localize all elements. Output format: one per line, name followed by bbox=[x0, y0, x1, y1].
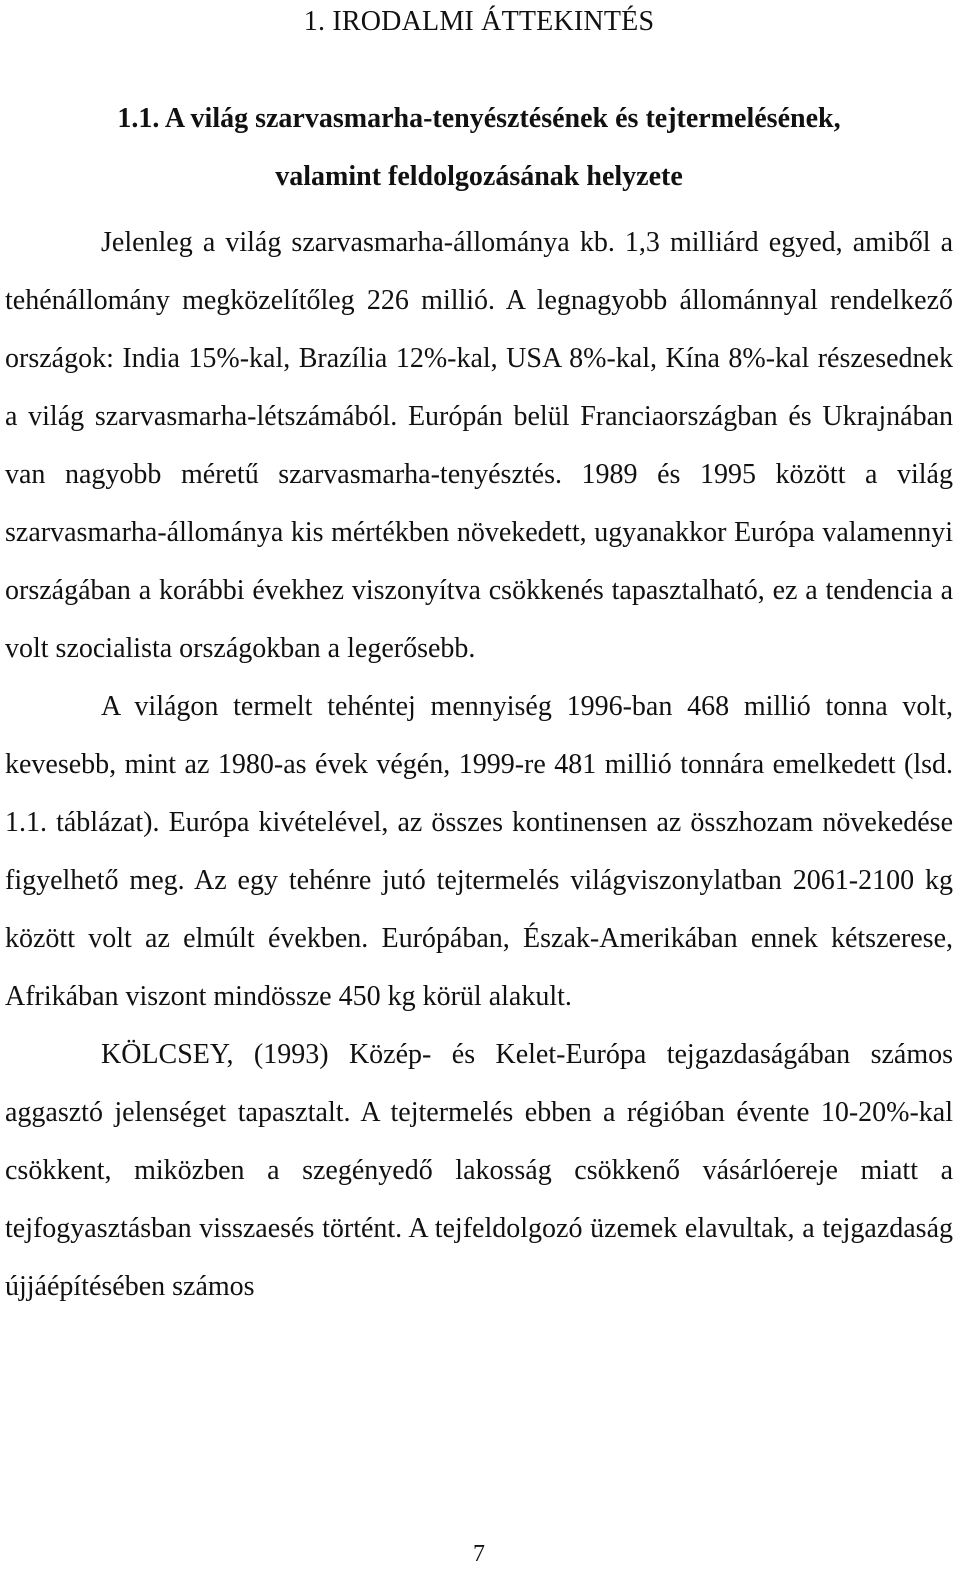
section-heading-line-2: valamint feldolgozásának helyzete bbox=[275, 161, 683, 192]
paragraph-milk-production: A világon termelt tehéntej mennyiség 1996-ban 468 millió tonna volt, kevesebb, mint az 1980-as évek végén, 1999-re 481 millió tonnára emelkedett (lsd. 1.1. táblázat). Európa kivételével, az összes kontinensen az összhozam növekedése figyelhető meg. Az egy tehénre jutó tejtermelés világviszonylatban 2061-2100 kg között volt az elmúlt években. Európában, Észak-Amerikában ennek kétszerese, Afrikában viszont mindössze 450 kg körül alakult. bbox=[5, 691, 953, 1012]
paragraph-kolcsey: KÖLCSEY, (1993) Közép- és Kelet-Európa tejgazdaságában számos aggasztó jelenséget tapasztalt. A tejtermelés ebben a régióban évente 10-20%-kal csökkent, miközben a szegényedő lakosság csökkenő vásárlóereje miatt a tejfogyasztásban visszaesés történt. A tejfeldolgozó üzemek elavultak, a tejgazdaság újjáépítésében számos bbox=[5, 1039, 953, 1302]
body-text bbox=[5, 214, 953, 1316]
page-number: 7 bbox=[473, 1541, 485, 1567]
paragraph-cattle-population: Jelenleg a világ szarvasmarha-állománya kb. 1,3 milliárd egyed, amiből a tehénállomány megközelítőleg 226 millió. A legnagyobb állománnyal rendelkező országok: India 15%-kal, Brazília 12%-kal, USA 8%-kal, Kína 8%-kal részesednek a világ szarvasmarha-létszámából. Európán belül Franciaországban és Ukrajnában van nagyobb méretű szarvasmarha-tenyésztés. 1989 és 1995 között a világ szarvasmarha-állománya kis mértékben növekedett, ugyanakkor Európa valamennyi országában a korábbi évekhez viszonyítva csökkenés tapasztalható, ez a tendencia a volt szocialista országokban a legerősebb. bbox=[5, 227, 953, 664]
section-heading bbox=[5, 90, 953, 206]
section-heading-line-1: 1.1. A világ szarvasmarha-tenyésztésének és tejtermelésének, bbox=[117, 103, 841, 134]
chapter-title: 1. IRODALMI ÁTTEKINTÉS bbox=[303, 6, 655, 37]
